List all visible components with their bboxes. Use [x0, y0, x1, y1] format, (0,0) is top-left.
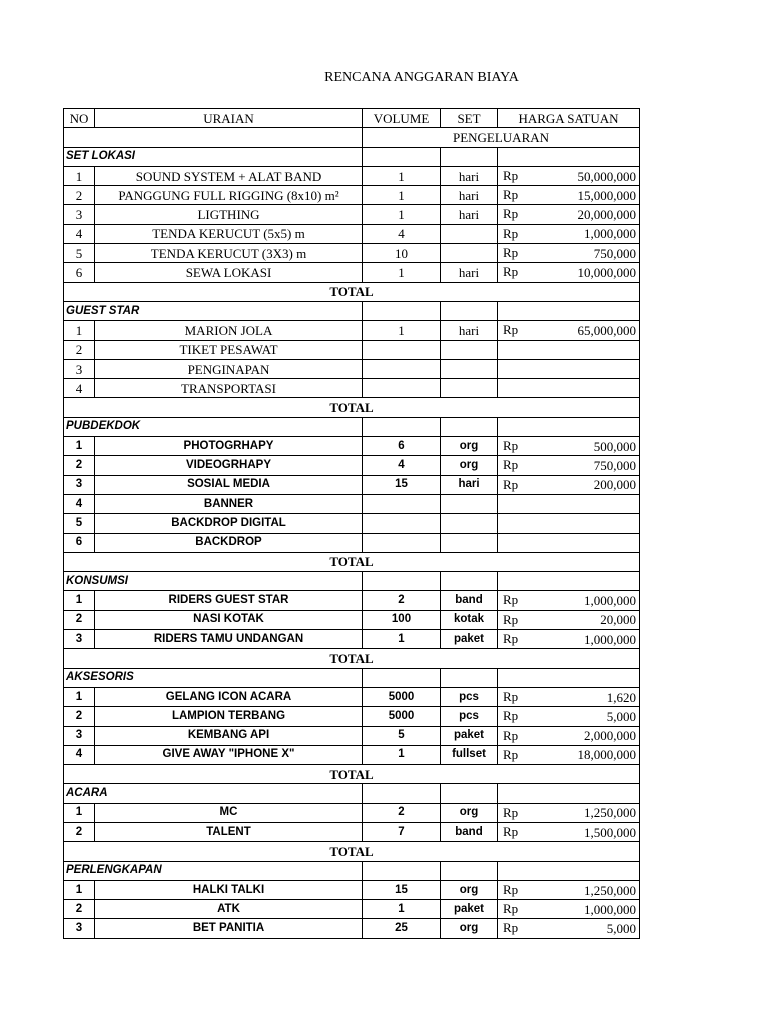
- price-value: 50,000,000: [577, 168, 636, 184]
- item-volume: 25: [363, 919, 441, 938]
- item-volume: 1: [363, 263, 441, 282]
- item-uraian: TENDA KERUCUT (5x5) m: [95, 224, 363, 243]
- price-value: 1,000,000: [584, 901, 636, 917]
- item-set: paket: [441, 630, 498, 649]
- item-set: [441, 494, 498, 513]
- item-uraian: MC: [95, 803, 363, 822]
- table-row: [64, 919, 640, 938]
- item-set: paket: [441, 726, 498, 745]
- item-harga-satuan: [498, 437, 640, 456]
- currency-label: Rp: [503, 746, 519, 762]
- item-set: [441, 514, 498, 533]
- table-row: [64, 630, 640, 649]
- currency-label: Rp: [503, 592, 519, 608]
- item-harga-satuan: [498, 919, 640, 938]
- price-value: 18,000,000: [577, 747, 636, 763]
- item-harga-satuan: [498, 726, 640, 745]
- currency-label: Rp: [503, 688, 519, 704]
- item-no: 1: [64, 687, 95, 706]
- item-volume: 5: [363, 726, 441, 745]
- item-no: 4: [64, 745, 95, 764]
- item-set: hari: [441, 205, 498, 224]
- item-no: 2: [64, 707, 95, 726]
- section-row: [64, 861, 640, 880]
- currency-label: Rp: [503, 708, 519, 724]
- item-uraian: TENDA KERUCUT (3X3) m: [95, 244, 363, 263]
- currency-label: Rp: [503, 167, 519, 183]
- item-no: 6: [64, 533, 95, 552]
- table-row: [64, 880, 640, 899]
- table-row: [64, 244, 640, 263]
- item-harga-satuan: [498, 880, 640, 899]
- item-uraian: TRANSPORTASI: [95, 379, 363, 398]
- section-name: SET LOKASI: [64, 147, 363, 166]
- price-value: 1,620: [606, 689, 636, 705]
- item-no: 1: [64, 437, 95, 456]
- item-harga-satuan: [498, 687, 640, 706]
- item-harga-satuan: [498, 591, 640, 610]
- item-set: [441, 379, 498, 398]
- header-no: NO: [64, 109, 95, 128]
- item-harga-satuan: [498, 533, 640, 552]
- item-no: 1: [64, 321, 95, 340]
- item-harga-satuan: [498, 359, 640, 378]
- item-uraian: MARION JOLA: [95, 321, 363, 340]
- item-harga-satuan: [498, 630, 640, 649]
- item-volume: 1: [363, 166, 441, 185]
- item-volume: [363, 494, 441, 513]
- header-volume: VOLUME: [363, 109, 441, 128]
- item-uraian: BET PANITIA: [95, 919, 363, 938]
- table-row: [64, 437, 640, 456]
- item-harga-satuan: [498, 514, 640, 533]
- item-uraian: LIGTHING: [95, 205, 363, 224]
- header-uraian: URAIAN: [95, 109, 363, 128]
- currency-label: Rp: [503, 322, 519, 338]
- section-name: ACARA: [64, 784, 363, 803]
- item-set: org: [441, 919, 498, 938]
- item-harga-satuan: [498, 340, 640, 359]
- item-harga-satuan: [498, 707, 640, 726]
- table-row: [64, 224, 640, 243]
- header-harga-satuan: HARGA SATUAN: [498, 109, 640, 128]
- total-label: TOTAL: [64, 552, 640, 571]
- item-uraian: LAMPION TERBANG: [95, 707, 363, 726]
- item-set: band: [441, 822, 498, 841]
- item-volume: 100: [363, 610, 441, 629]
- price-value: 5,000: [606, 921, 636, 937]
- item-set: [441, 224, 498, 243]
- item-uraian: PENGINAPAN: [95, 359, 363, 378]
- item-no: 2: [64, 340, 95, 359]
- item-no: 6: [64, 263, 95, 282]
- item-uraian: GIVE AWAY "IPHONE X": [95, 745, 363, 764]
- price-value: 200,000: [593, 477, 636, 493]
- item-uraian: VIDEOGRHAPY: [95, 456, 363, 475]
- item-volume: 6: [363, 437, 441, 456]
- item-volume: 15: [363, 475, 441, 494]
- price-value: 20,000,000: [577, 207, 636, 223]
- item-uraian: SOSIAL MEDIA: [95, 475, 363, 494]
- item-no: 3: [64, 475, 95, 494]
- item-set: hari: [441, 186, 498, 205]
- currency-label: Rp: [503, 206, 519, 222]
- table-row: [64, 900, 640, 919]
- section-row: [64, 417, 640, 436]
- currency-label: Rp: [503, 631, 519, 647]
- section-row: [64, 668, 640, 687]
- section-row: [64, 301, 640, 320]
- item-no: 2: [64, 900, 95, 919]
- table-row: [64, 707, 640, 726]
- item-volume: 15: [363, 880, 441, 899]
- table-row: [64, 494, 640, 513]
- item-volume: 1: [363, 745, 441, 764]
- currency-label: Rp: [503, 264, 519, 280]
- item-uraian: PHOTOGRHAPY: [95, 437, 363, 456]
- table-row: [64, 726, 640, 745]
- item-volume: 5000: [363, 707, 441, 726]
- item-uraian: BACKDROP DIGITAL: [95, 514, 363, 533]
- currency-label: Rp: [503, 901, 519, 917]
- item-set: org: [441, 803, 498, 822]
- table-row: [64, 205, 640, 224]
- item-volume: 1: [363, 321, 441, 340]
- table-row: [64, 166, 640, 185]
- item-no: 1: [64, 591, 95, 610]
- item-no: 3: [64, 726, 95, 745]
- item-no: 2: [64, 456, 95, 475]
- item-set: org: [441, 456, 498, 475]
- item-uraian: ATK: [95, 900, 363, 919]
- item-set: paket: [441, 900, 498, 919]
- currency-label: Rp: [503, 804, 519, 820]
- total-row: [64, 842, 640, 861]
- currency-label: Rp: [503, 438, 519, 454]
- total-row: [64, 398, 640, 417]
- item-uraian: RIDERS GUEST STAR: [95, 591, 363, 610]
- currency-label: Rp: [503, 611, 519, 627]
- item-harga-satuan: [498, 456, 640, 475]
- total-label: TOTAL: [64, 842, 640, 861]
- item-set: fullset: [441, 745, 498, 764]
- item-harga-satuan: [498, 900, 640, 919]
- table-row: [64, 321, 640, 340]
- item-harga-satuan: [498, 379, 640, 398]
- section-name: PUBDEKDOK: [64, 417, 363, 436]
- table-row: [64, 359, 640, 378]
- group-header-row: [64, 128, 640, 147]
- item-uraian: BANNER: [95, 494, 363, 513]
- item-set: hari: [441, 166, 498, 185]
- section-row: [64, 147, 640, 166]
- total-row: [64, 765, 640, 784]
- total-label: TOTAL: [64, 282, 640, 301]
- item-set: pcs: [441, 687, 498, 706]
- item-set: pcs: [441, 707, 498, 726]
- total-label: TOTAL: [64, 398, 640, 417]
- table-row: [64, 610, 640, 629]
- total-row: [64, 282, 640, 301]
- item-no: 1: [64, 880, 95, 899]
- price-value: 500,000: [593, 438, 636, 454]
- price-value: 15,000,000: [577, 187, 636, 203]
- price-value: 750,000: [593, 245, 636, 261]
- item-no: 3: [64, 919, 95, 938]
- item-harga-satuan: [498, 745, 640, 764]
- item-harga-satuan: [498, 475, 640, 494]
- item-volume: [363, 340, 441, 359]
- price-value: 1,000,000: [584, 593, 636, 609]
- item-harga-satuan: [498, 244, 640, 263]
- item-harga-satuan: [498, 610, 640, 629]
- currency-label: Rp: [503, 920, 519, 936]
- item-harga-satuan: [498, 822, 640, 841]
- item-volume: [363, 379, 441, 398]
- item-harga-satuan: [498, 224, 640, 243]
- item-no: 2: [64, 610, 95, 629]
- budget-table: [63, 108, 640, 939]
- section-row: [64, 572, 640, 591]
- table-row: [64, 186, 640, 205]
- currency-label: Rp: [503, 727, 519, 743]
- currency-label: Rp: [503, 457, 519, 473]
- item-no: 2: [64, 186, 95, 205]
- item-no: 2: [64, 822, 95, 841]
- item-set: hari: [441, 321, 498, 340]
- price-value: 2,000,000: [584, 728, 636, 744]
- item-harga-satuan: [498, 263, 640, 282]
- section-name: KONSUMSI: [64, 572, 363, 591]
- item-harga-satuan: [498, 494, 640, 513]
- currency-label: Rp: [503, 187, 519, 203]
- item-harga-satuan: [498, 166, 640, 185]
- header-row: [64, 109, 640, 128]
- item-uraian: PANGGUNG FULL RIGGING (8x10) m²: [95, 186, 363, 205]
- section-name: GUEST STAR: [64, 301, 363, 320]
- item-volume: [363, 514, 441, 533]
- item-no: 5: [64, 514, 95, 533]
- price-value: 1,000,000: [584, 226, 636, 242]
- price-value: 1,250,000: [584, 805, 636, 821]
- item-uraian: RIDERS TAMU UNDANGAN: [95, 630, 363, 649]
- group-header: PENGELUARAN: [363, 128, 640, 147]
- item-harga-satuan: [498, 186, 640, 205]
- item-uraian: BACKDROP: [95, 533, 363, 552]
- item-no: 1: [64, 803, 95, 822]
- item-volume: 2: [363, 591, 441, 610]
- section-row: [64, 784, 640, 803]
- price-value: 1,500,000: [584, 824, 636, 840]
- item-volume: 1: [363, 186, 441, 205]
- section-name: PERLENGKAPAN: [64, 861, 363, 880]
- table-row: [64, 822, 640, 841]
- price-value: 5,000: [606, 708, 636, 724]
- item-volume: 2: [363, 803, 441, 822]
- item-set: kotak: [441, 610, 498, 629]
- item-no: 3: [64, 205, 95, 224]
- table-row: [64, 803, 640, 822]
- item-no: 1: [64, 166, 95, 185]
- item-set: [441, 244, 498, 263]
- item-volume: [363, 359, 441, 378]
- table-row: [64, 745, 640, 764]
- currency-label: Rp: [503, 225, 519, 241]
- item-no: 4: [64, 379, 95, 398]
- item-volume: 1: [363, 205, 441, 224]
- currency-label: Rp: [503, 245, 519, 261]
- item-no: 3: [64, 359, 95, 378]
- item-set: org: [441, 880, 498, 899]
- item-set: band: [441, 591, 498, 610]
- item-uraian: KEMBANG API: [95, 726, 363, 745]
- currency-label: Rp: [503, 476, 519, 492]
- item-set: org: [441, 437, 498, 456]
- item-volume: 10: [363, 244, 441, 263]
- total-label: TOTAL: [64, 649, 640, 668]
- item-volume: 4: [363, 224, 441, 243]
- item-set: [441, 533, 498, 552]
- table-row: [64, 340, 640, 359]
- item-uraian: SEWA LOKASI: [95, 263, 363, 282]
- item-volume: 5000: [363, 687, 441, 706]
- item-volume: 7: [363, 822, 441, 841]
- item-uraian: TIKET PESAWAT: [95, 340, 363, 359]
- price-value: 20,000: [600, 612, 636, 628]
- table-row: [64, 514, 640, 533]
- item-no: 4: [64, 224, 95, 243]
- total-row: [64, 649, 640, 668]
- item-set: [441, 340, 498, 359]
- item-volume: 1: [363, 900, 441, 919]
- table-row: [64, 456, 640, 475]
- table-row: [64, 591, 640, 610]
- item-uraian: HALKI TALKI: [95, 880, 363, 899]
- item-set: hari: [441, 475, 498, 494]
- item-uraian: GELANG ICON ACARA: [95, 687, 363, 706]
- item-harga-satuan: [498, 803, 640, 822]
- section-name: AKSESORIS: [64, 668, 363, 687]
- price-value: 10,000,000: [577, 265, 636, 281]
- item-volume: [363, 533, 441, 552]
- currency-label: Rp: [503, 881, 519, 897]
- item-set: [441, 359, 498, 378]
- item-volume: 4: [363, 456, 441, 475]
- item-uraian: NASI KOTAK: [95, 610, 363, 629]
- total-row: [64, 552, 640, 571]
- document-title: RENCANA ANGGARAN BIAYA: [324, 70, 519, 85]
- item-volume: 1: [363, 630, 441, 649]
- total-label: TOTAL: [64, 765, 640, 784]
- currency-label: Rp: [503, 823, 519, 839]
- price-value: 1,000,000: [584, 631, 636, 647]
- item-harga-satuan: [498, 205, 640, 224]
- table-row: [64, 379, 640, 398]
- item-no: 5: [64, 244, 95, 263]
- item-no: 3: [64, 630, 95, 649]
- price-value: 1,250,000: [584, 882, 636, 898]
- item-set: hari: [441, 263, 498, 282]
- item-no: 4: [64, 494, 95, 513]
- table-row: [64, 687, 640, 706]
- table-row: [64, 533, 640, 552]
- price-value: 750,000: [593, 457, 636, 473]
- table-row: [64, 475, 640, 494]
- header-set: SET: [441, 109, 498, 128]
- item-harga-satuan: [498, 321, 640, 340]
- item-uraian: TALENT: [95, 822, 363, 841]
- price-value: 65,000,000: [577, 322, 636, 338]
- item-uraian: SOUND SYSTEM + ALAT BAND: [95, 166, 363, 185]
- table-row: [64, 263, 640, 282]
